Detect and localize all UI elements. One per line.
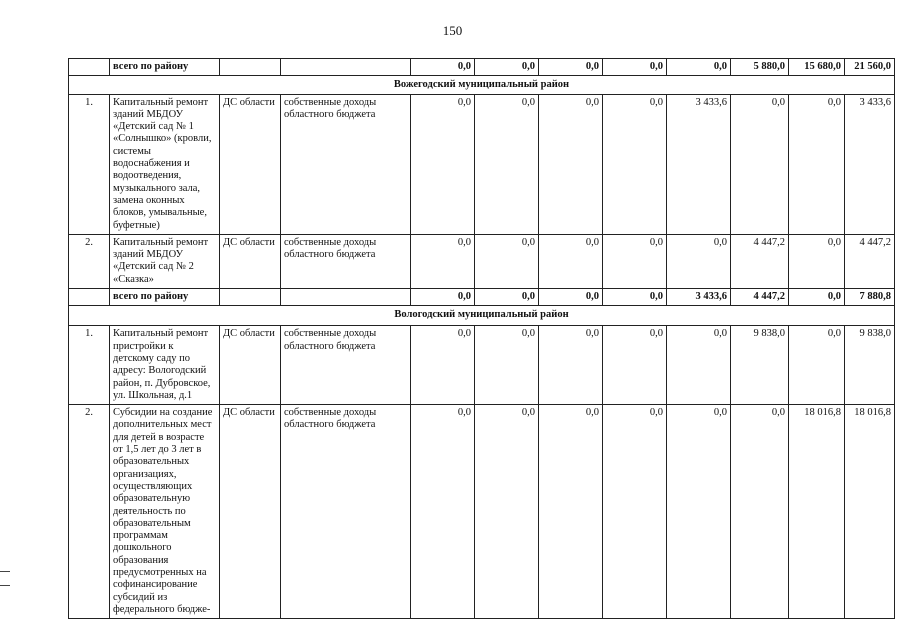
empty-cell [220,59,281,76]
value-cell: 0,0 [603,234,667,288]
row-number: 1. [69,326,110,405]
value-cell: 0,0 [789,234,845,288]
value-cell: 3 433,6 [845,94,895,234]
section-title: Вожегодский муниципальный район [69,76,895,94]
value-cell: 0,0 [411,59,475,76]
total-label: всего по району [110,59,220,76]
value-cell: 18 016,8 [845,405,895,619]
table-row [69,326,895,405]
value-cell: 0,0 [411,405,475,619]
item-name: Капитальный ремонт пристройки к детскому саду по адресу: Вологодский район, п. Дубровское, ул. Школьная, д.1 [110,326,220,405]
value-cell: 4 447,2 [731,234,789,288]
item-funding-source: собственные доходы областного бюджета [281,326,411,405]
table-row [69,94,895,234]
value-cell: 4 447,2 [731,289,789,306]
row-number: 2. [69,234,110,288]
item-funding-source: собственные доходы областного бюджета [281,234,411,288]
empty-cell [220,289,281,306]
value-cell: 0,0 [603,405,667,619]
value-cell: 18 016,8 [789,405,845,619]
value-cell: 0,0 [539,94,603,234]
budget-table [68,58,895,619]
value-cell: 0,0 [539,59,603,76]
value-cell: 0,0 [667,59,731,76]
margin-mark [0,571,10,572]
section-row [69,76,895,94]
value-cell: 0,0 [475,94,539,234]
value-cell: 0,0 [411,326,475,405]
value-cell: 3 433,6 [667,94,731,234]
value-cell: 0,0 [667,234,731,288]
value-cell: 0,0 [667,405,731,619]
value-cell: 0,0 [789,94,845,234]
total-row [69,59,895,76]
item-recipient: ДС области [220,326,281,405]
total-label: всего по району [110,289,220,306]
table-body [69,59,895,619]
table-row [69,405,895,619]
item-name: Капитальный ремонт зданий МБДОУ «Детский сад № 1 «Солнышко» (кровли, системы водоснабжения и водоотведения, музыкального зала, замена оконных блоков, умывальные, буфетные) [110,94,220,234]
value-cell: 0,0 [411,234,475,288]
value-cell: 0,0 [603,289,667,306]
value-cell: 0,0 [667,326,731,405]
page-number: 150 [442,23,463,38]
value-cell: 5 880,0 [731,59,789,76]
row-number: 1. [69,94,110,234]
section-row [69,306,895,326]
value-cell: 9 838,0 [845,326,895,405]
value-cell: 0,0 [475,234,539,288]
value-cell: 0,0 [789,326,845,405]
value-cell: 4 447,2 [845,234,895,288]
value-cell: 0,0 [475,59,539,76]
value-cell: 3 433,6 [667,289,731,306]
value-cell: 0,0 [475,405,539,619]
value-cell: 7 880,8 [845,289,895,306]
value-cell: 0,0 [475,289,539,306]
empty-cell [281,289,411,306]
num-cell [69,289,110,306]
margin-mark [0,585,10,586]
value-cell: 0,0 [731,405,789,619]
value-cell: 0,0 [789,289,845,306]
item-recipient: ДС области [220,94,281,234]
empty-cell [281,59,411,76]
item-recipient: ДС области [220,405,281,619]
value-cell: 0,0 [411,289,475,306]
num-cell [69,59,110,76]
value-cell: 0,0 [539,405,603,619]
value-cell: 0,0 [539,289,603,306]
total-row [69,289,895,306]
item-funding-source: собственные доходы областного бюджета [281,94,411,234]
row-number: 2. [69,405,110,619]
value-cell: 0,0 [603,59,667,76]
item-recipient: ДС области [220,234,281,288]
value-cell: 0,0 [731,94,789,234]
value-cell: 21 560,0 [845,59,895,76]
item-name: Капитальный ремонт зданий МБДОУ «Детский сад № 2 «Сказка» [110,234,220,288]
value-cell: 0,0 [539,234,603,288]
table-row [69,234,895,288]
value-cell: 0,0 [539,326,603,405]
item-name: Субсидии на создание дополнительных мест для детей в возрасте от 1,5 лет до 3 лет в образовательных организациях, осуществляющих образовательную деятельность по образовательным программам дошкольного образования предусмотренных на софинансирование субсидий из федерального бюдже- [110,405,220,619]
value-cell: 9 838,0 [731,326,789,405]
value-cell: 15 680,0 [789,59,845,76]
value-cell: 0,0 [411,94,475,234]
value-cell: 0,0 [475,326,539,405]
value-cell: 0,0 [603,326,667,405]
section-title: Вологодский муниципальный район [69,306,895,326]
value-cell: 0,0 [603,94,667,234]
item-funding-source: собственные доходы областного бюджета [281,405,411,619]
